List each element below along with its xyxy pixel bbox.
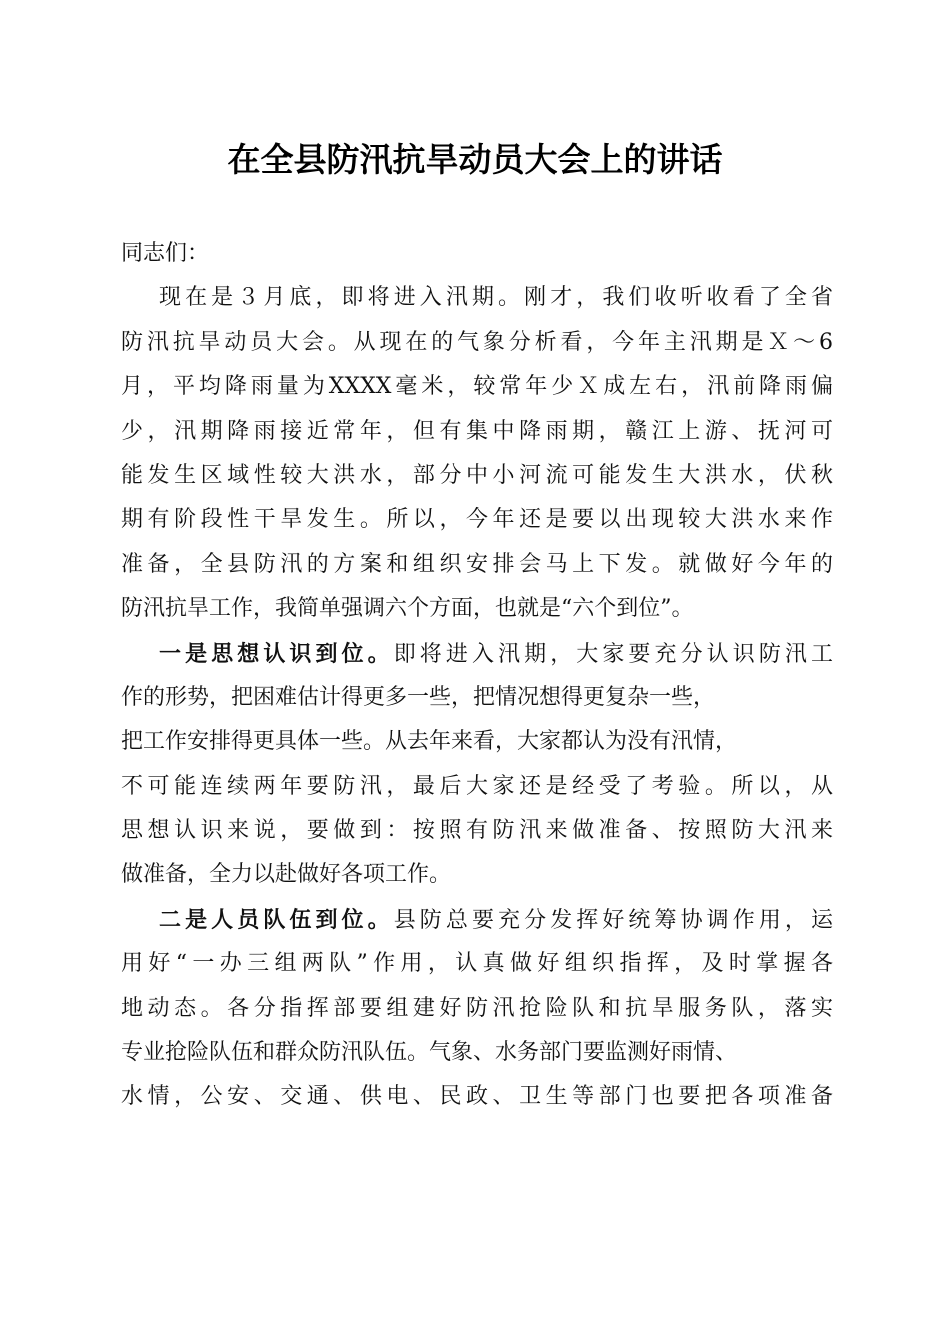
paragraph-3-line: 用好“一办三组两队”作用，认真做好组织指挥，及时掌握各 [121, 951, 833, 977]
document-body [121, 232, 833, 1120]
paragraph-3-first-line [121, 898, 833, 942]
paragraph-1-line: 少，汛期降雨接近常年，但有集中降雨期，赣江上游、抚河可 [121, 418, 833, 444]
paragraph-1-line: 月，平均降雨量为XXXX毫米，较常年少Ｘ成左右，汛前降雨偏 [121, 374, 833, 400]
paragraph-2-line: 不可能连续两年要防汛，最后大家还是经受了考验。所以，从 [121, 773, 833, 799]
paragraph-1-line: 准备，全县防汛的方案和组织安排会马上下发。就做好今年的 [121, 551, 833, 577]
paragraph-2-line: 思想认识来说，要做到：按照有防汛来做准备、按照防大汛来 [121, 818, 833, 844]
paragraph-2-first-text: 即将进入汛期，大家要充分认识防汛工 [393, 641, 833, 667]
paragraph-2-line: 做准备，全力以赴做好各项工作。 [121, 862, 452, 888]
paragraph-2-first-line [121, 632, 833, 676]
paragraph-2-line: 作的形势，把困难估计得更多一些，把情况想得更复杂一些， [121, 684, 716, 710]
paragraph-2-heading: 一是思想认识到位。 [159, 640, 394, 667]
paragraph-3-line: 专业抢险队伍和群众防汛队伍。气象、水务部门要监测好雨情、 [121, 1040, 738, 1066]
document-title: 在全县防汛抗旱动员大会上的讲话 [227, 140, 723, 179]
paragraph-3-first-text: 县防总要充分发挥好统筹协调作用，运 [393, 907, 833, 933]
paragraph-1-line: 能发生区域性较大洪水，部分中小河流可能发生大洪水，伏秋 [121, 462, 833, 488]
salutation: 同志们： [121, 241, 210, 266]
paragraph-3-line: 地动态。各分指挥部要组建好防汛抢险队和抗旱服务队，落实 [121, 995, 833, 1021]
paragraph-3-line: 水情，公安、交通、供电、民政、卫生等部门也要把各项准备 [121, 1084, 833, 1110]
paragraph-1-line: 期有阶段性干旱发生。所以，今年还是要以出现较大洪水来作 [121, 507, 833, 533]
paragraph-3-heading: 二是人员队伍到位。 [159, 906, 394, 933]
paragraph-2-line: 把工作安排得更具体一些。从去年来看，大家都认为没有汛情， [121, 729, 738, 755]
paragraph-1-line: 现在是３月底，即将进入汛期。刚才，我们收听收看了全省 [159, 285, 833, 311]
paragraph-1-line: 防汛抗旱动员大会。从现在的气象分析看，今年主汛期是Ｘ～6 [121, 329, 833, 355]
paragraph-1-line: 防汛抗旱工作，我简单强调六个方面，也就是“六个到位”。 [121, 596, 694, 622]
